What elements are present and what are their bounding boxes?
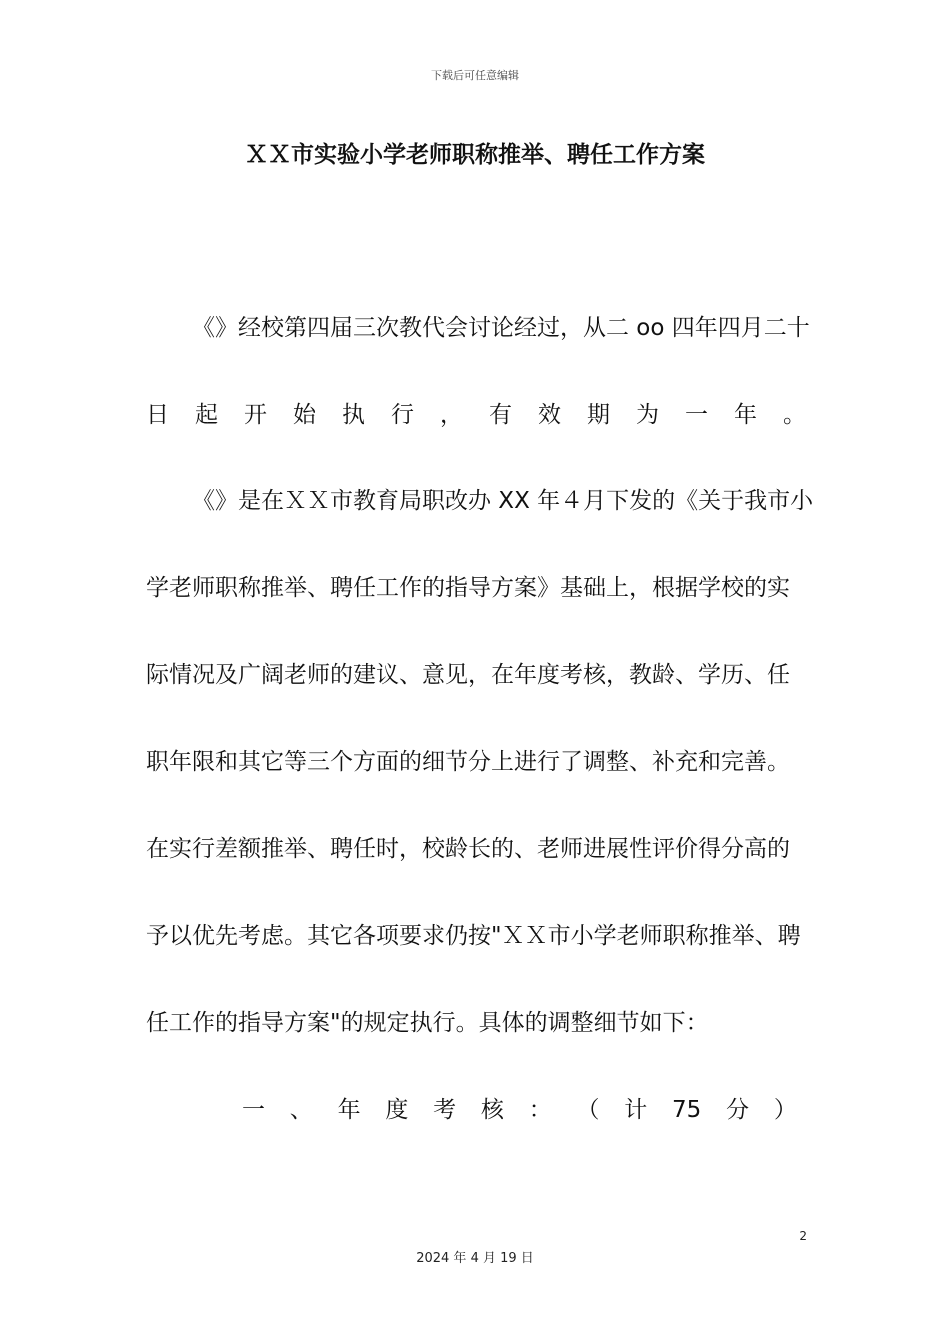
justified-glyph: 年 — [734, 402, 757, 428]
justified-glyph: 。 — [783, 402, 806, 428]
paragraph-2-line-3: 际情况及广阔老师的建议、意见，在年度考核，教龄、学历、任 — [146, 662, 790, 688]
section-heading — [242, 1095, 797, 1125]
justified-glyph: 一 — [685, 402, 708, 428]
justified-glyph: 效 — [538, 402, 561, 428]
paragraph-2-line-5: 在实行差额推举、聘任时，校龄长的、老师进展性评价得分高的 — [146, 836, 790, 862]
document-title: ＸＸ市实验小学老师职称推举、聘任工作方案 — [245, 142, 705, 168]
justified-glyph: ） — [773, 1097, 797, 1123]
justified-glyph: 日 — [146, 402, 169, 428]
justified-glyph: 75 — [672, 1097, 702, 1123]
justified-glyph: 考 — [433, 1097, 457, 1123]
header-note: 下载后可任意编辑 — [431, 69, 519, 82]
justified-glyph: 一 — [242, 1097, 265, 1123]
paragraph-1-line-2 — [146, 400, 806, 430]
justified-glyph: 起 — [195, 402, 218, 428]
paragraph-2-line-4: 职年限和其它等三个方面的细节分上进行了调整、补充和完善。 — [146, 749, 790, 775]
justified-glyph: 分 — [726, 1097, 750, 1123]
paragraph-2-line-1: 《》是在ＸＸ市教育局职改办 XX 年４月下发的《关于我市小 — [192, 488, 814, 514]
justified-glyph: 度 — [385, 1097, 409, 1123]
justified-glyph: 为 — [636, 402, 659, 428]
paragraph-2-line-7: 任工作的指导方案"的规定执行。具体的调整细节如下： — [146, 1010, 709, 1036]
justified-glyph: 行 — [391, 402, 414, 428]
page-number: 2 — [799, 1229, 807, 1243]
justified-glyph: 期 — [587, 402, 610, 428]
justified-glyph: 计 — [624, 1097, 648, 1123]
justified-glyph: （ — [576, 1097, 600, 1123]
justified-glyph: 有 — [489, 402, 512, 428]
paragraph-1-line-1: 《》经校第四届三次教代会讨论经过，从二 oo 四年四月二十 — [192, 315, 810, 341]
justified-glyph: 核 — [480, 1097, 504, 1123]
justified-glyph: 、 — [289, 1097, 313, 1123]
justified-glyph: ： — [528, 1097, 552, 1123]
paragraph-2-line-2: 学老师职称推举、聘任工作的指导方案》基础上，根据学校的实 — [146, 575, 790, 601]
justified-glyph: 执 — [342, 402, 365, 428]
paragraph-2-line-6: 予以优先考虑。其它各项要求仍按"ＸＸ市小学老师职称推举、聘 — [146, 923, 801, 949]
justified-glyph: 年 — [337, 1097, 361, 1123]
justified-glyph: ， — [440, 402, 463, 428]
footer-date: 2024 年 4 月 19 日 — [416, 1251, 534, 1266]
justified-glyph: 始 — [293, 402, 316, 428]
justified-glyph: 开 — [244, 402, 267, 428]
